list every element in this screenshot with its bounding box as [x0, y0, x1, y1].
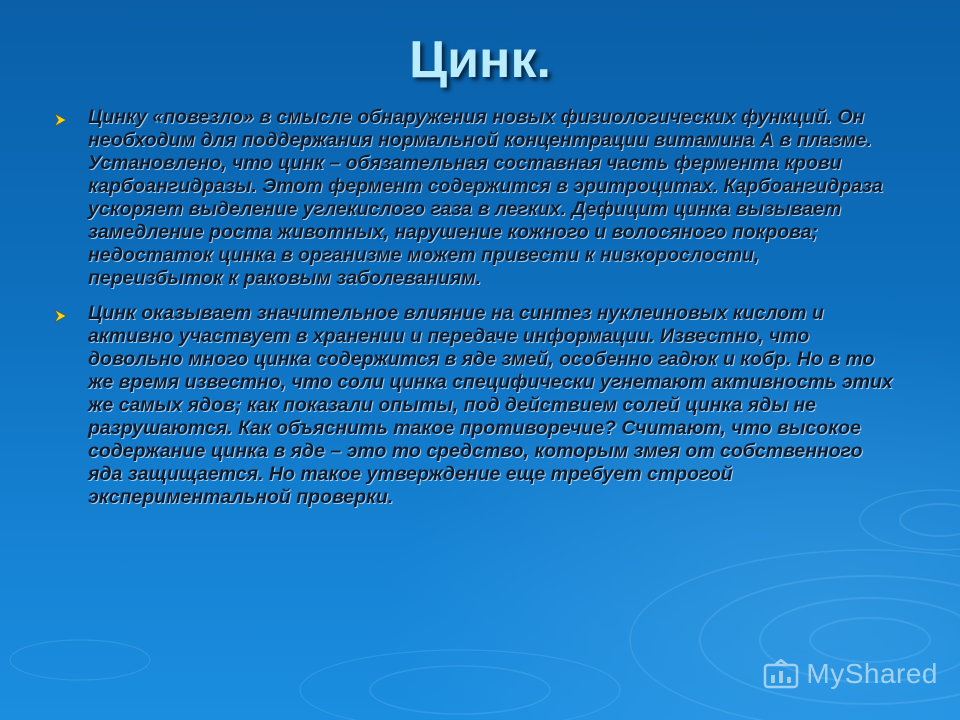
- bullet-list: [48, 106, 898, 521]
- myshared-logo-icon: [762, 659, 800, 689]
- bullet-item: [48, 106, 898, 290]
- bullet-text: Цинку «повезло» в смысле обнаружения новых физиологических функций. Он необходим для поддержания нормальной концентрации витамина А в плазме. Установлено, что цинк – обязательная составная часть фермента крови карбоангидразы. Этот фермент содержится в эритроцитах. Карбоангидраза ускоряет выделение углекислого газа в легких. Дефицит цинка вызывает замедление роста животных, нарушение кожного и волосяного покрова; недостаток цинка в организме может привести к низкорослости, переизбыток к раковым заболеваниям.: [88, 106, 883, 289]
- bullet-item: [48, 302, 898, 509]
- arrow-bullet-icon: [54, 309, 68, 323]
- myshared-watermark[interactable]: [762, 658, 938, 690]
- arrow-bullet-icon: [54, 113, 68, 127]
- bullet-text: Цинк оказывает значительное влияние на синтез нуклеиновых кислот и активно участвует в хранении и передаче информации. Известно, что довольно много цинка содержится в яде змей, особенно гадюк и кобр. Но в то же время известно, что соли цинка специфически угнетают активность этих же самых ядов; как показали опыты, под действием солей цинка яды не разрушаются. Как объяснить такое противоречие? Считают, что высокое содержание цинка в яде – это то средство, которым змея от собственного яда защищается. Но такое утверждение еще требует строгой экспериментальной проверки.: [88, 302, 893, 508]
- slide-title: Цинк.: [409, 31, 551, 89]
- watermark-text: MyShared: [806, 658, 938, 689]
